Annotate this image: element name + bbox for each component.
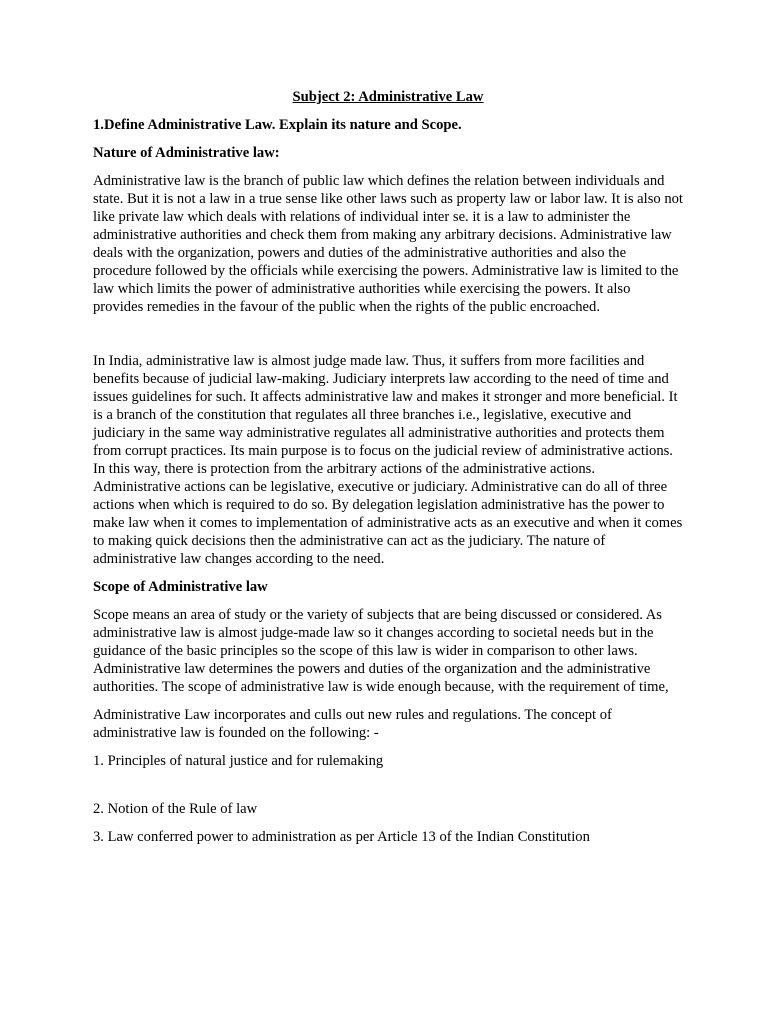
document-title: Subject 2: Administrative Law — [292, 89, 484, 105]
nature-heading: Nature of Administrative law: — [93, 145, 280, 161]
scope-paragraph-2: Administrative Law incorporates and culls out new rules and regulations. The concept of administrative law is founded on the following: - — [93, 707, 612, 741]
nature-paragraph-1: Administrative law is the branch of public law which defines the relation between individuals and state. But it is not a law in a true sense like other laws such as property law or labor law. It is also not like private law which deals with relations of individual inter se. it is a law to administer the administrative authorities and check them from making any arbitrary decisions. Administrative law deals with the organization, powers and duties of the administrative authorities and also the procedure followed by the officials while exercising the powers. Administrative law is limited to the law which limits the power of administrative authorities while exercising the powers. It also provides remedies in the favour of the public when the rights of the public encroached. — [93, 173, 683, 315]
list-item: 2. Notion of the Rule of law — [93, 801, 258, 817]
scope-paragraph-1: Scope means an area of study or the variety of subjects that are being discussed or considered. As administrative law is almost judge-made law so it changes according to societal needs but in the guidance of the basic principles so the scope of this law is wider in comparison to other laws. Administrative law determines the powers and duties of the organization and the administrative authorities. The scope of administrative law is wide enough because, with the requirement of time, — [93, 607, 669, 695]
question-heading: 1.Define Administrative Law. Explain its nature and Scope. — [93, 117, 462, 133]
nature-paragraph-2: In India, administrative law is almost judge made law. Thus, it suffers from more facilities and benefits because of judicial law-making. Judiciary interprets law according to the need of time and issues guidelines for such. It affects administrative law and makes it stronger and more beneficial. It is a branch of the constitution that regulates all three branches i.e., legislative, executive and judiciary in the same way administrative regulates all administrative authorities and protects them from corrupt practices. Its main purpose is to focus on the judicial review of administrative actions. In this way, there is protection from the arbitrary actions of the administrative actions. Administrative actions can be legislative, executive or judiciary. Administrative can do all of three actions when which is required to do so. By delegation legislation administrative has the power to make law when it comes to implementation of administrative acts as an executive and when it comes to making quick decisions then the administrative can act as the judiciary. The nature of administrative law changes according to the need. — [93, 353, 683, 567]
paragraph-spacer — [93, 326, 683, 352]
list-item: 3. Law conferred power to administration as per Article 13 of the Indian Constitution — [93, 829, 590, 845]
list-item: 1. Principles of natural justice and for rulemaking — [93, 753, 384, 769]
document-body — [93, 88, 683, 856]
list-spacer — [93, 780, 683, 800]
scope-heading: Scope of Administrative law — [93, 579, 268, 595]
